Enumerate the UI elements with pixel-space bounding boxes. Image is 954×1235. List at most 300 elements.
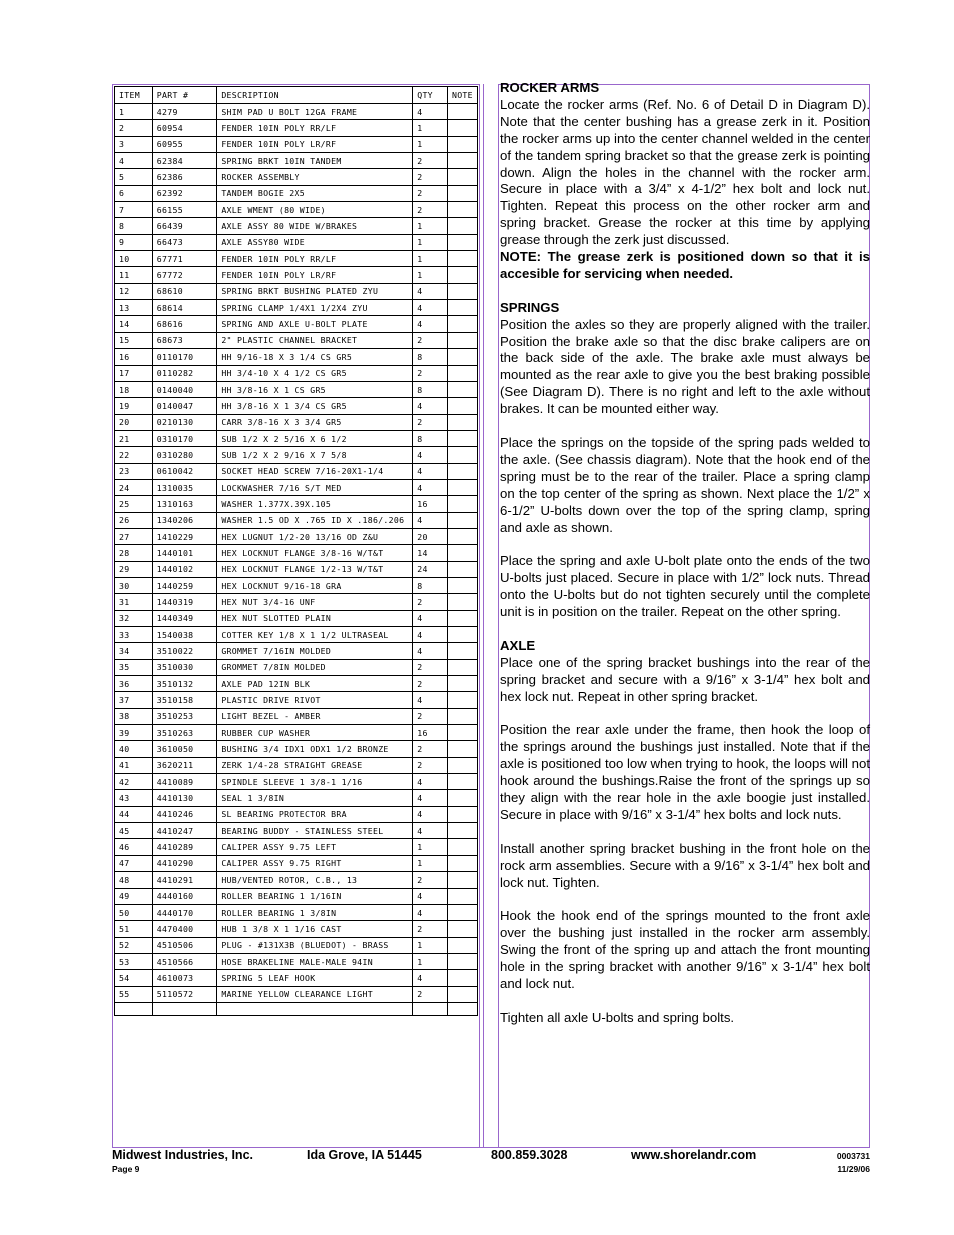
cell-qty: 4 <box>413 512 448 528</box>
table-row <box>115 202 478 218</box>
cell-note <box>447 479 477 495</box>
cell-part-number: 4410246 <box>152 806 217 822</box>
cell-blank <box>152 1002 217 1015</box>
table-row <box>115 316 478 332</box>
cell-item: 54 <box>115 970 153 986</box>
cell-description: LOCKWASHER 7/16 S/T MED <box>217 479 413 495</box>
cell-note <box>447 610 477 626</box>
cell-description: HEX LOCKNUT FLANGE 1/2-13 W/T&T <box>217 561 413 577</box>
cell-qty: 1 <box>413 120 448 136</box>
table-row <box>115 659 478 675</box>
table-row-blank <box>115 1002 478 1015</box>
cell-qty: 16 <box>413 725 448 741</box>
cell-description: AXLE WMENT (80 WIDE) <box>217 202 413 218</box>
cell-description: SPRING AND AXLE U-BOLT PLATE <box>217 316 413 332</box>
cell-qty: 4 <box>413 888 448 904</box>
table-row <box>115 692 478 708</box>
cell-qty: 16 <box>413 496 448 512</box>
cell-part-number: 4410247 <box>152 823 217 839</box>
cell-description: AXLE ASSY 80 WIDE W/BRAKES <box>217 218 413 234</box>
cell-note <box>447 414 477 430</box>
cell-description: FENDER 10IN POLY RR/LF <box>217 251 413 267</box>
cell-part-number: 3510253 <box>152 708 217 724</box>
table-row <box>115 136 478 152</box>
cell-qty: 4 <box>413 790 448 806</box>
cell-qty: 4 <box>413 823 448 839</box>
table-row <box>115 267 478 283</box>
table-row <box>115 855 478 871</box>
cell-note <box>447 904 477 920</box>
table-row <box>115 594 478 610</box>
paragraph: Position the rear axle under the frame, then hook the loop of the springs around the bushings just installed. Note that if the axle is positioned too low when trying to hook, the loops will not hook around the bushings.Raise the front of the springs up so they align with the rear hole in the axle boogie just installed. Secure in place with 9/16” x 3-1/4” hex bolts and lock nuts. <box>500 722 870 822</box>
table-row <box>115 398 478 414</box>
cell-description: PLASTIC DRIVE RIVOT <box>217 692 413 708</box>
cell-description: WASHER 1.5 OD X .765 ID X .186/.206 <box>217 512 413 528</box>
table-row <box>115 234 478 250</box>
footer-date: 11/29/06 <box>837 1164 870 1174</box>
cell-qty: 20 <box>413 528 448 544</box>
cell-qty: 4 <box>413 904 448 920</box>
cell-qty: 2 <box>413 708 448 724</box>
cell-item: 16 <box>115 349 153 365</box>
table-row <box>115 430 478 446</box>
cell-part-number: 1440259 <box>152 577 217 593</box>
table-row <box>115 153 478 169</box>
cell-qty: 2 <box>413 741 448 757</box>
cell-qty: 4 <box>413 398 448 414</box>
cell-item: 52 <box>115 937 153 953</box>
cell-description: HH 3/4-10 X 4 1/2 CS GR5 <box>217 365 413 381</box>
cell-description: SUB 1/2 X 2 5/16 X 6 1/2 <box>217 430 413 446</box>
cell-part-number: 68614 <box>152 300 217 316</box>
cell-description: HUB 1 3/8 X 1 1/16 CAST <box>217 921 413 937</box>
cell-description: HH 3/8-16 X 1 3/4 CS GR5 <box>217 398 413 414</box>
cell-description: FENDER 10IN POLY RR/LF <box>217 120 413 136</box>
table-row <box>115 169 478 185</box>
cell-description: SL BEARING PROTECTOR BRA <box>217 806 413 822</box>
cell-item: 6 <box>115 185 153 201</box>
table-row <box>115 986 478 1002</box>
table-row <box>115 104 478 120</box>
cell-qty: 4 <box>413 806 448 822</box>
cell-item: 42 <box>115 774 153 790</box>
cell-item: 23 <box>115 463 153 479</box>
cell-description: SPINDLE SLEEVE 1 3/8-1 1/16 <box>217 774 413 790</box>
table-row <box>115 496 478 512</box>
cell-part-number: 3510030 <box>152 659 217 675</box>
table-row <box>115 365 478 381</box>
section-title-springs: SPRINGS <box>500 299 560 315</box>
cell-part-number: 0610042 <box>152 463 217 479</box>
cell-item: 7 <box>115 202 153 218</box>
cell-part-number: 4510506 <box>152 937 217 953</box>
table-row <box>115 904 478 920</box>
cell-item: 15 <box>115 332 153 348</box>
table-row <box>115 970 478 986</box>
cell-part-number: 4410089 <box>152 774 217 790</box>
cell-note <box>447 267 477 283</box>
cell-part-number: 3510158 <box>152 692 217 708</box>
table-row <box>115 283 478 299</box>
cell-item: 27 <box>115 528 153 544</box>
cell-note <box>447 545 477 561</box>
cell-part-number: 3620211 <box>152 757 217 773</box>
cell-part-number: 68610 <box>152 283 217 299</box>
cell-qty: 14 <box>413 545 448 561</box>
cell-description: SEAL 1 3/8IN <box>217 790 413 806</box>
paragraph: Place one of the spring bracket bushings into the rear of the spring bracket and secure with a 9/16” x 3-1/4” hex bolt and hex lock nut. Repeat in other spring bracket. <box>500 654 870 704</box>
table-row <box>115 725 478 741</box>
cell-description: ROLLER BEARING 1 3/8IN <box>217 904 413 920</box>
cell-qty: 1 <box>413 136 448 152</box>
cell-description: HUB/VENTED ROTOR, C.B., 13 <box>217 872 413 888</box>
cell-item: 31 <box>115 594 153 610</box>
cell-note <box>447 774 477 790</box>
cell-qty: 1 <box>413 937 448 953</box>
cell-part-number: 1440101 <box>152 545 217 561</box>
cell-note <box>447 104 477 120</box>
cell-note <box>447 708 477 724</box>
cell-note <box>447 136 477 152</box>
cell-qty: 1 <box>413 234 448 250</box>
cell-item: 48 <box>115 872 153 888</box>
section-title-axle: AXLE <box>500 637 536 653</box>
cell-item: 43 <box>115 790 153 806</box>
cell-qty: 4 <box>413 479 448 495</box>
cell-item: 18 <box>115 381 153 397</box>
cell-qty: 4 <box>413 610 448 626</box>
cell-item: 53 <box>115 953 153 969</box>
cell-note <box>447 806 477 822</box>
cell-note <box>447 202 477 218</box>
cell-item: 55 <box>115 986 153 1002</box>
table-row <box>115 627 478 643</box>
cell-description: HOSE BRAKELINE MALE-MALE 94IN <box>217 953 413 969</box>
cell-note <box>447 823 477 839</box>
cell-note <box>447 757 477 773</box>
table-row <box>115 463 478 479</box>
table-row <box>115 774 478 790</box>
cell-item: 4 <box>115 153 153 169</box>
table-row <box>115 414 478 430</box>
cell-note <box>447 381 477 397</box>
cell-part-number: 68616 <box>152 316 217 332</box>
cell-description: MARINE YELLOW CLEARANCE LIGHT <box>217 986 413 1002</box>
cell-part-number: 66155 <box>152 202 217 218</box>
cell-note <box>447 725 477 741</box>
table-row <box>115 643 478 659</box>
table-row <box>115 185 478 201</box>
cell-qty: 24 <box>413 561 448 577</box>
cell-description: AXLE PAD 12IN BLK <box>217 676 413 692</box>
cell-note <box>447 970 477 986</box>
cell-qty: 2 <box>413 872 448 888</box>
cell-part-number: 62386 <box>152 169 217 185</box>
header-qty: QTY <box>413 87 448 104</box>
cell-part-number: 5110572 <box>152 986 217 1002</box>
cell-item: 10 <box>115 251 153 267</box>
cell-part-number: 4410289 <box>152 839 217 855</box>
table-row <box>115 823 478 839</box>
cell-description: COTTER KEY 1/8 X 1 1/2 ULTRASEAL <box>217 627 413 643</box>
cell-part-number: 1410229 <box>152 528 217 544</box>
footer-phone: 800.859.3028 <box>491 1148 568 1162</box>
cell-part-number: 4410290 <box>152 855 217 871</box>
cell-part-number: 4610073 <box>152 970 217 986</box>
table-row <box>115 300 478 316</box>
cell-description: SPRING BRKT 10IN TANDEM <box>217 153 413 169</box>
table-row <box>115 708 478 724</box>
cell-qty: 4 <box>413 692 448 708</box>
cell-note <box>447 937 477 953</box>
cell-qty: 2 <box>413 676 448 692</box>
cell-description: HH 3/8-16 X 1 CS GR5 <box>217 381 413 397</box>
cell-note <box>447 594 477 610</box>
cell-part-number: 3510022 <box>152 643 217 659</box>
table-header-row <box>115 87 478 104</box>
cell-item: 24 <box>115 479 153 495</box>
cell-item: 14 <box>115 316 153 332</box>
cell-qty: 1 <box>413 267 448 283</box>
cell-part-number: 4440160 <box>152 888 217 904</box>
cell-note <box>447 496 477 512</box>
cell-qty: 4 <box>413 970 448 986</box>
table-row <box>115 872 478 888</box>
header-note: NOTE <box>447 87 477 104</box>
cell-note <box>447 627 477 643</box>
cell-note <box>447 300 477 316</box>
cell-qty: 2 <box>413 921 448 937</box>
cell-description: CALIPER ASSY 9.75 LEFT <box>217 839 413 855</box>
cell-part-number: 0310280 <box>152 447 217 463</box>
table-row <box>115 937 478 953</box>
cell-description: SPRING BRKT BUSHING PLATED ZYU <box>217 283 413 299</box>
table-row <box>115 577 478 593</box>
cell-note <box>447 430 477 446</box>
column-divider <box>483 84 484 1147</box>
cell-description: ZERK 1/4-28 STRAIGHT GREASE <box>217 757 413 773</box>
table-row <box>115 790 478 806</box>
cell-part-number: 4510566 <box>152 953 217 969</box>
cell-item: 30 <box>115 577 153 593</box>
cell-item: 39 <box>115 725 153 741</box>
cell-part-number: 1540038 <box>152 627 217 643</box>
cell-part-number: 62392 <box>152 185 217 201</box>
cell-qty: 8 <box>413 430 448 446</box>
paragraph: Locate the rocker arms (Ref. No. 6 of Detail D in Diagram D). Note that the center bushing has a grease zerk in it. Position the rocker arms up into the center channel welded in the center of the tandem spring bracket so that the grease zerk is pointing down. Align the holes in the channel with the rocker arm. Secure in place with a 3/4” x 4-1/2” hex bolt and lock nut. Tighten. Repeat this process on the other rocker arm and spring bracket. Grease the rocker at this time by applying grease through the zerk just discussed. <box>500 96 870 248</box>
cell-part-number: 66473 <box>152 234 217 250</box>
table-row <box>115 479 478 495</box>
parts-table-body <box>115 104 478 1016</box>
cell-description: LIGHT BEZEL - AMBER <box>217 708 413 724</box>
cell-description: CALIPER ASSY 9.75 RIGHT <box>217 855 413 871</box>
cell-item: 28 <box>115 545 153 561</box>
cell-part-number: 1440319 <box>152 594 217 610</box>
cell-description: SOCKET HEAD SCREW 7/16-20X1-1/4 <box>217 463 413 479</box>
cell-qty: 8 <box>413 349 448 365</box>
footer-page-number: Page 9 <box>112 1164 140 1174</box>
cell-item: 50 <box>115 904 153 920</box>
cell-part-number: 1340206 <box>152 512 217 528</box>
cell-description: ROCKER ASSEMBLY <box>217 169 413 185</box>
table-row <box>115 381 478 397</box>
cell-part-number: 1310035 <box>152 479 217 495</box>
cell-note <box>447 528 477 544</box>
section-title-rocker-arms: ROCKER ARMS <box>500 80 600 95</box>
cell-qty: 4 <box>413 104 448 120</box>
table-row <box>115 218 478 234</box>
cell-description: FENDER 10IN POLY LR/RF <box>217 267 413 283</box>
cell-note <box>447 790 477 806</box>
cell-qty: 1 <box>413 953 448 969</box>
cell-note <box>447 283 477 299</box>
cell-item: 13 <box>115 300 153 316</box>
cell-note <box>447 692 477 708</box>
cell-qty: 1 <box>413 839 448 855</box>
cell-qty: 2 <box>413 332 448 348</box>
cell-part-number: 3610050 <box>152 741 217 757</box>
cell-note <box>447 447 477 463</box>
cell-part-number: 0110282 <box>152 365 217 381</box>
cell-qty: 4 <box>413 643 448 659</box>
cell-item: 41 <box>115 757 153 773</box>
cell-note <box>447 872 477 888</box>
cell-note <box>447 561 477 577</box>
cell-part-number: 4440170 <box>152 904 217 920</box>
cell-description: 2" PLASTIC CHANNEL BRACKET <box>217 332 413 348</box>
cell-note <box>447 741 477 757</box>
cell-part-number: 67772 <box>152 267 217 283</box>
cell-blank <box>413 1002 448 1015</box>
cell-description: HEX LUGNUT 1/2-20 13/16 OD Z&U <box>217 528 413 544</box>
cell-qty: 1 <box>413 251 448 267</box>
paragraph: Hook the hook end of the springs mounted to the front axle over the bushing just installed in the rocker arm assembly. Swing the front of the spring up and attach the front mounting hole in the spring bracket with another 9/16” x 3-1/4” hex bolt and lock nut. <box>500 908 870 991</box>
cell-part-number: 60954 <box>152 120 217 136</box>
table-row <box>115 953 478 969</box>
cell-qty: 4 <box>413 300 448 316</box>
cell-qty: 2 <box>413 185 448 201</box>
cell-description: AXLE ASSY80 WIDE <box>217 234 413 250</box>
cell-note <box>447 153 477 169</box>
cell-qty: 2 <box>413 202 448 218</box>
cell-qty: 2 <box>413 365 448 381</box>
cell-part-number: 4470400 <box>152 921 217 937</box>
table-row <box>115 741 478 757</box>
cell-qty: 4 <box>413 283 448 299</box>
cell-part-number: 62384 <box>152 153 217 169</box>
paragraph: Position the axles so they are properly aligned with the trailer. Position the brake axle so that the disc brake calipers are on the back side of the axle. The brake axle must always be mounted as the rear axle to give you the best braking possible (See Diagram D). There is no right and left to the axle without brakes. It can be mounted either way. <box>500 316 870 417</box>
cell-item: 3 <box>115 136 153 152</box>
cell-item: 9 <box>115 234 153 250</box>
table-row <box>115 757 478 773</box>
cell-note <box>447 365 477 381</box>
table-row <box>115 561 478 577</box>
cell-item: 36 <box>115 676 153 692</box>
cell-item: 11 <box>115 267 153 283</box>
cell-part-number: 67771 <box>152 251 217 267</box>
cell-qty: 2 <box>413 986 448 1002</box>
table-row <box>115 528 478 544</box>
cell-qty: 2 <box>413 594 448 610</box>
cell-part-number: 3510132 <box>152 676 217 692</box>
cell-note <box>447 234 477 250</box>
cell-qty: 8 <box>413 577 448 593</box>
table-row <box>115 806 478 822</box>
cell-note <box>447 349 477 365</box>
cell-note <box>447 185 477 201</box>
cell-item: 29 <box>115 561 153 577</box>
cell-description: PLUG - #131X3B (BLUEDOT) - BRASS <box>217 937 413 953</box>
cell-qty: 8 <box>413 381 448 397</box>
cell-qty: 2 <box>413 659 448 675</box>
cell-description: SPRING 5 LEAF HOOK <box>217 970 413 986</box>
cell-item: 51 <box>115 921 153 937</box>
cell-part-number: 4410291 <box>152 872 217 888</box>
cell-part-number: 68673 <box>152 332 217 348</box>
cell-note <box>447 169 477 185</box>
cell-description: FENDER 10IN POLY LR/RF <box>217 136 413 152</box>
cell-description: GROMMET 7/8IN MOLDED <box>217 659 413 675</box>
cell-description: HEX NUT SLOTTED PLAIN <box>217 610 413 626</box>
cell-item: 34 <box>115 643 153 659</box>
cell-description: RUBBER CUP WASHER <box>217 725 413 741</box>
table-row <box>115 545 478 561</box>
cell-description: HEX LOCKNUT 9/16-18 GRA <box>217 577 413 593</box>
cell-part-number: 1310163 <box>152 496 217 512</box>
cell-note <box>447 676 477 692</box>
paragraph: Place the springs on the topside of the spring pads welded to the axle. (See chassis diagram). Note that the hook end of the spring must be to the rear of the trailer. Place a spring clamp on the top center of the spring as shown. Next place the 1/2” x 6-1/2” U-bolts down over the top of the spring clamp, spring and axle as shown. <box>500 435 870 535</box>
cell-item: 22 <box>115 447 153 463</box>
cell-description: BEARING BUDDY - STAINLESS STEEL <box>217 823 413 839</box>
cell-blank <box>447 1002 477 1015</box>
cell-item: 46 <box>115 839 153 855</box>
cell-part-number: 66439 <box>152 218 217 234</box>
cell-note <box>447 921 477 937</box>
cell-note <box>447 986 477 1002</box>
instructions-column <box>500 80 870 1027</box>
cell-item: 2 <box>115 120 153 136</box>
footer-doc-number: 0003731 <box>836 1151 870 1161</box>
cell-item: 17 <box>115 365 153 381</box>
cell-note <box>447 398 477 414</box>
cell-qty: 2 <box>413 414 448 430</box>
cell-qty: 1 <box>413 218 448 234</box>
cell-item: 5 <box>115 169 153 185</box>
cell-item: 20 <box>115 414 153 430</box>
header-part: PART # <box>152 87 217 104</box>
cell-qty: 4 <box>413 463 448 479</box>
cell-item: 26 <box>115 512 153 528</box>
cell-qty: 4 <box>413 316 448 332</box>
paragraph: Place the spring and axle U-bolt plate onto the ends of the two U-bolts just placed. Secure in place with 1/2” lock nuts. Thread onto the U-bolts but do not tighten securely until the complete unit is in position on the trailer. Repeat on the other spring. <box>500 553 870 620</box>
cell-part-number: 3510263 <box>152 725 217 741</box>
header-description: DESCRIPTION <box>217 87 413 104</box>
cell-part-number: 4279 <box>152 104 217 120</box>
cell-part-number: 4410130 <box>152 790 217 806</box>
cell-description: HEX NUT 3/4-16 UNF <box>217 594 413 610</box>
cell-description: TANDEM BOGIE 2X5 <box>217 185 413 201</box>
cell-part-number: 0140047 <box>152 398 217 414</box>
cell-note <box>447 332 477 348</box>
cell-item: 1 <box>115 104 153 120</box>
cell-note <box>447 316 477 332</box>
cell-item: 38 <box>115 708 153 724</box>
cell-part-number: 1440102 <box>152 561 217 577</box>
cell-item: 21 <box>115 430 153 446</box>
cell-item: 35 <box>115 659 153 675</box>
cell-note <box>447 218 477 234</box>
cell-qty: 4 <box>413 627 448 643</box>
